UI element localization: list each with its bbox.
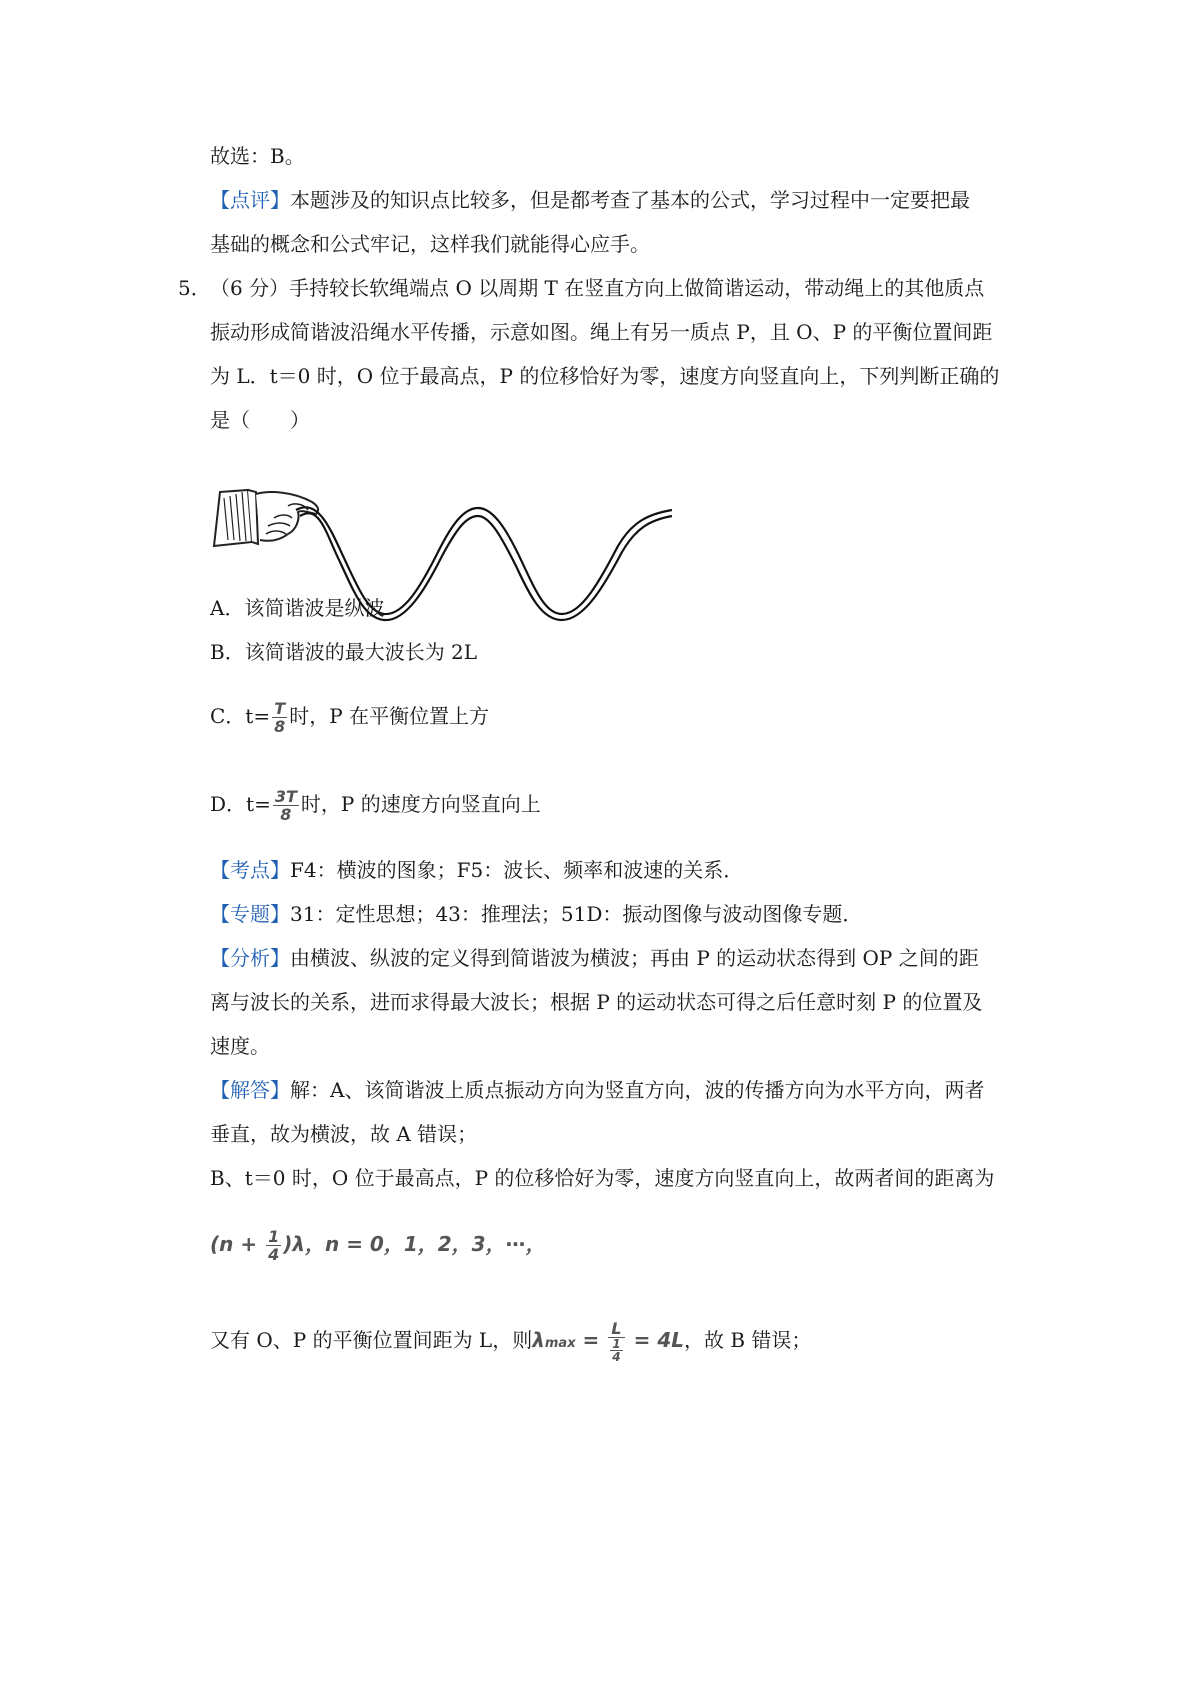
formula-line: [210, 1228, 546, 1263]
equals-sign: =: [575, 1328, 607, 1352]
kaodian-tag: 【考点】: [210, 858, 290, 882]
jieda-tag: 【解答】: [210, 1078, 290, 1102]
jieda-text: 解：A、该简谐波上质点振动方向为竖直方向，波的传播方向为水平方向，两者: [290, 1078, 985, 1102]
comment-line-1: [210, 186, 970, 214]
option-c-prefix: C．t=: [210, 704, 271, 728]
formula-close: )λ，n = 0，1，2，3，⋯，: [283, 1232, 546, 1256]
fenxi-tag: 【分析】: [210, 946, 290, 970]
question-line-2: 振动形成简谐波沿绳水平传播，示意如图。绳上有另一质点 P，且 O、P 的平衡位置间距: [210, 320, 993, 344]
jieda-line-2: 垂直，故为横波，故 A 错误；: [210, 1122, 478, 1146]
inner-fraction: [610, 1338, 622, 1363]
option-c: [210, 700, 489, 735]
fenxi-line-3: 速度。: [210, 1034, 270, 1058]
zhuanti-line: [210, 900, 862, 928]
question-line-4: 是（ ）: [210, 408, 310, 432]
comment-tag: 【点评】: [210, 188, 290, 212]
option-d-text: 时，P 的速度方向竖直向上: [300, 792, 541, 816]
question-line-3: 为 L．t＝0 时，O 位于最高点，P 的位移恰好为零，速度方向竖直向上，下列判断正确的: [210, 364, 1000, 388]
fraction-denominator: 8: [280, 805, 292, 824]
lambda-subscript: max: [544, 1336, 576, 1351]
option-d: [210, 788, 541, 823]
lambda-symbol: λ: [532, 1328, 545, 1352]
kaodian-text: F4：横波的图象；F5：波长、频率和波速的关系．: [290, 858, 744, 882]
option-c-text: 时，P 在平衡位置上方: [289, 704, 490, 728]
jieda-line-1: [210, 1076, 984, 1104]
answer-line: 故选：B。: [210, 144, 305, 168]
fenxi-text: 由横波、纵波的定义得到简谐波为横波；再由 P 的运动状态得到 OP 之间的距: [290, 946, 979, 970]
fraction-numerator: L: [608, 1320, 624, 1338]
fraction-one-quarter: [266, 1228, 281, 1263]
formula-open: (n +: [210, 1232, 265, 1256]
fraction-numerator: 1: [268, 1227, 280, 1246]
comment-line-2: 基础的概念和公式牢记，这样我们就能得心应手。: [210, 232, 650, 256]
fraction-denominator: 8: [274, 717, 286, 736]
option-b: B．该简谐波的最大波长为 2L: [210, 640, 478, 664]
conclusion-prefix: 又有 O、P 的平衡位置间距为 L，则: [210, 1328, 533, 1352]
jieda-line-3: B、t＝0 时，O 位于最高点，P 的位移恰好为零，速度方向竖直向上，故两者间的距离为: [210, 1166, 995, 1190]
result-4l: = 4L: [626, 1328, 684, 1352]
fraction-denominator: 4: [268, 1245, 280, 1264]
fraction-denominator: [608, 1338, 624, 1363]
question-line-1: （6 分）手持较长软绳端点 O 以周期 T 在竖直方向上做简谐运动，带动绳上的其他质点: [210, 276, 985, 300]
inner-denominator: 4: [612, 1350, 621, 1364]
comment-text: 本题涉及的知识点比较多，但是都考查了基本的公式，学习过程中一定要把最: [290, 188, 970, 212]
fraction-t-over-8: [272, 700, 287, 735]
zhuanti-tag: 【专题】: [210, 902, 290, 926]
inner-numerator: 1: [612, 1337, 621, 1351]
kaodian-line: [210, 856, 743, 884]
fraction-numerator: 3T: [274, 787, 297, 806]
question-number: 5．: [178, 276, 211, 300]
fenxi-line-2: 离与波长的关系，进而求得最大波长；根据 P 的运动状态可得之后任意时刻 P 的位置及: [210, 990, 983, 1014]
option-a: A．该简谐波是纵波: [210, 596, 385, 620]
option-d-prefix: D．t=: [210, 792, 271, 816]
conclusion-line: [210, 1320, 811, 1363]
fraction-numerator: T: [272, 700, 287, 718]
conclusion-suffix: ，故 B 错误；: [683, 1328, 812, 1352]
fraction-3t-over-8: [273, 788, 299, 823]
hand-illustration: [214, 490, 318, 546]
fenxi-line-1: [210, 944, 979, 972]
zhuanti-text: 31：定性思想；43：推理法；51D：振动图像与波动图像专题．: [290, 902, 863, 926]
fraction-l-over-quarter: [608, 1320, 624, 1363]
